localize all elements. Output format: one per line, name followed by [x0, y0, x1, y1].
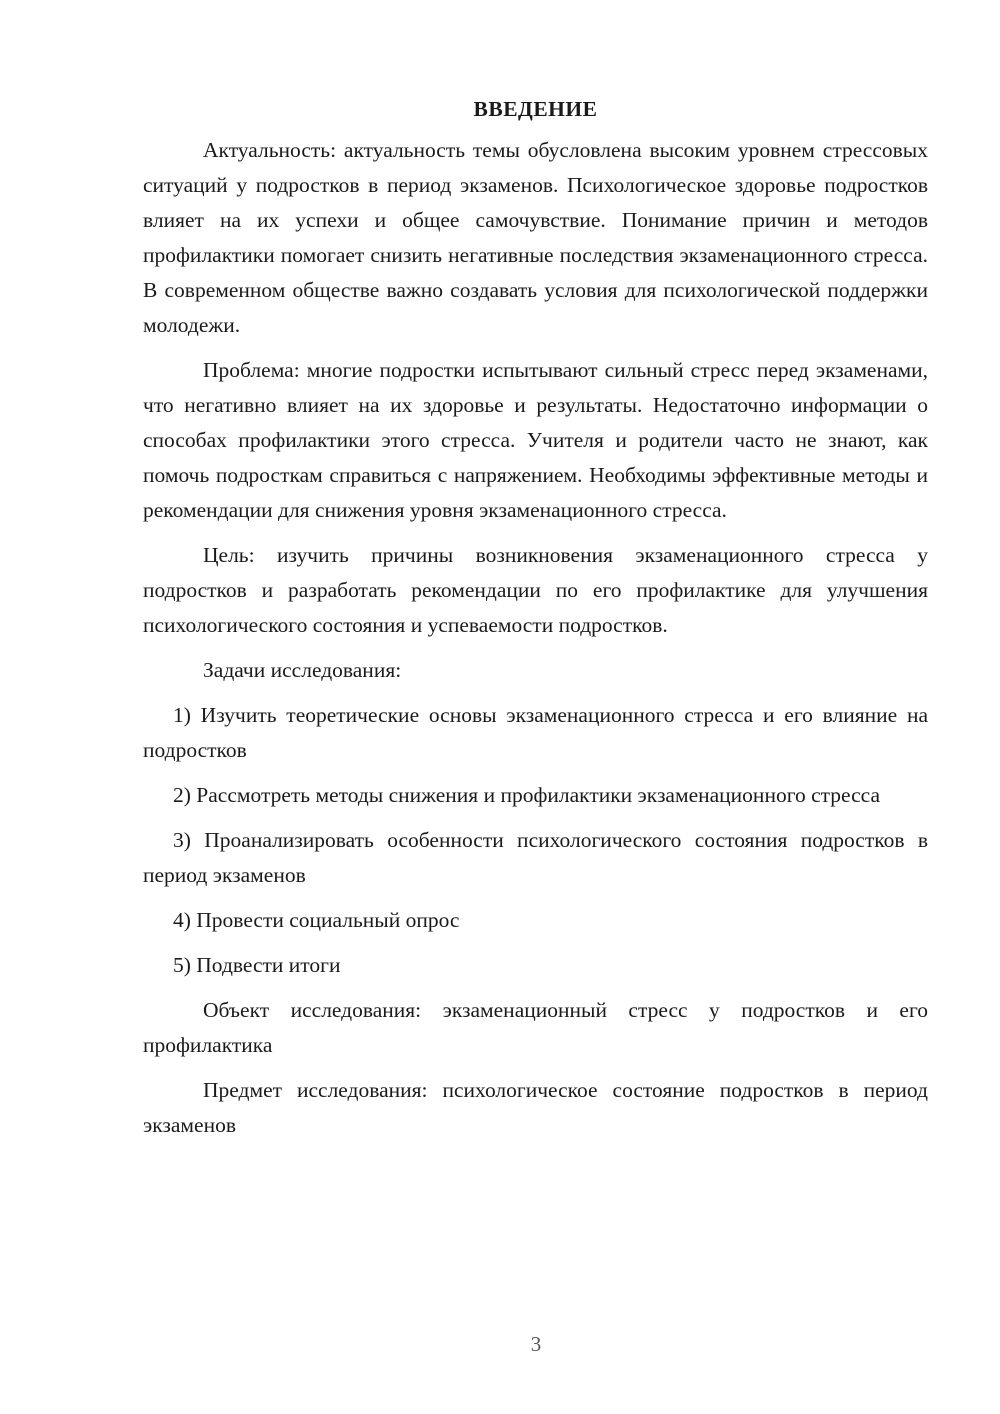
task-item-3: 3) Проанализировать особенности психологического состояния подростков в период экзаменов	[143, 828, 928, 887]
subject-paragraph: Предмет исследования: психологическое состояние подростков в период экзаменов	[143, 1078, 928, 1137]
task-item-5: 5) Подвести итоги	[173, 953, 341, 977]
relevance-paragraph: Актуальность: актуальность темы обусловлена высоким уровнем стрессовых ситуаций у подростков в период экзаменов. Психологическое здоровье подростков влияет на их успехи и общее самочувствие. Понимание причин и методов профилактики помогает снизить негативные последствия экзаменационного стресса. В современном обществе важно создавать условия для психологической поддержки молодежи.	[143, 138, 928, 337]
object-paragraph: Объект исследования: экзаменационный стресс у подростков и его профилактика	[143, 998, 928, 1057]
task-item-4: 4) Провести социальный опрос	[173, 908, 460, 932]
page-title: ВВЕДЕНИЕ	[473, 97, 598, 121]
goal-paragraph: Цель: изучить причины возникновения экзаменационного стресса у подростков и разработать рекомендации по его профилактике для улучшения психологического состояния и успеваемости подростков.	[143, 543, 928, 637]
page-number: 3	[530, 1332, 542, 1356]
task-item-2: 2) Рассмотреть методы снижения и профилактики экзаменационного стресса	[173, 783, 881, 807]
task-item-1: 1) Изучить теоретические основы экзаменационного стресса и его влияние на подростков	[143, 703, 928, 762]
problem-paragraph: Проблема: многие подростки испытывают сильный стресс перед экзаменами, что негативно влияет на их здоровье и результаты. Недостаточно информации о способах профилактики этого стресса. Учителя и родители часто не знают, как помочь подросткам справиться с напряжением. Необходимы эффективные методы и рекомендации для снижения уровня экзаменационного стресса.	[143, 358, 928, 522]
tasks-intro: Задачи исследования:	[203, 658, 402, 682]
document-page	[143, 92, 928, 1153]
